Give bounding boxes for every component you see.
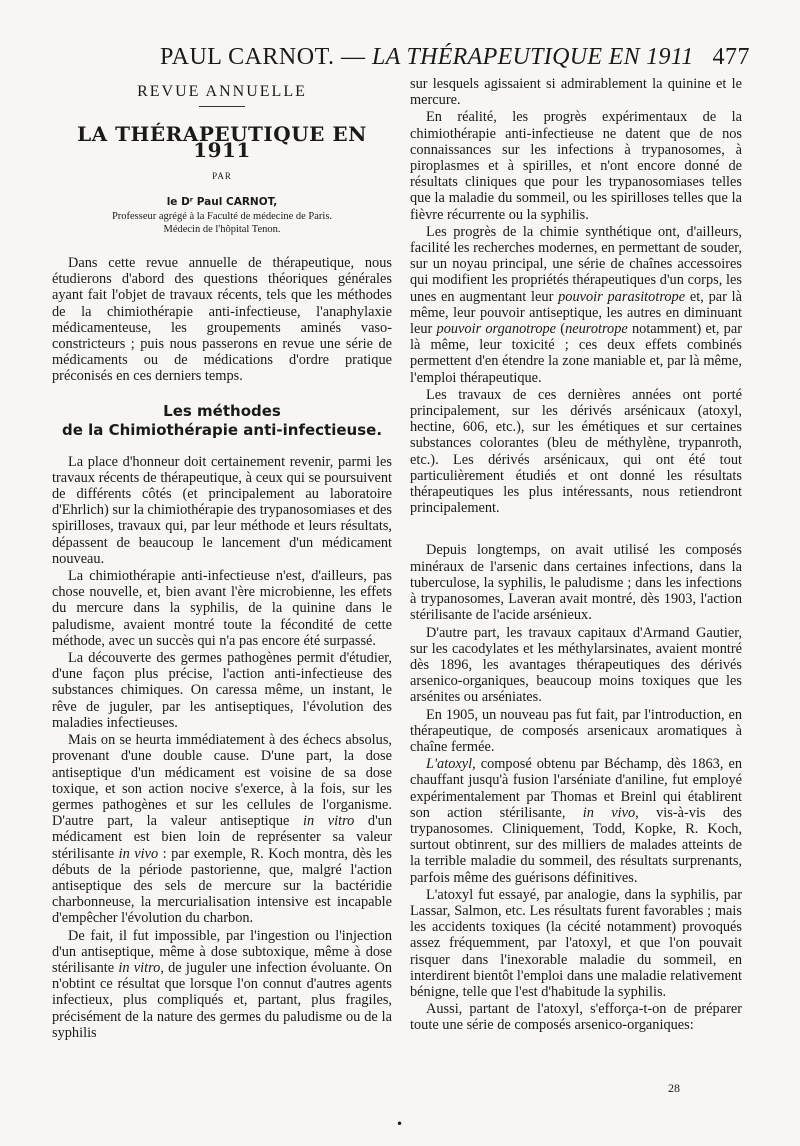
text-run: ( bbox=[556, 321, 566, 338]
affiliation-2: Médecin de l'hôpital Tenon. bbox=[163, 224, 281, 236]
text-run: Aussi, partant de l'atoxyl, s'efforça-t-on de préparer toute une série de composés arsenico-organiques: bbox=[410, 1001, 742, 1034]
right-bottom-block bbox=[410, 542, 742, 1033]
paragraph bbox=[52, 255, 392, 385]
text-run: Les progrès de la chimie synthétique ont, d'ailleurs, facilité les recherches modernes, en permettant de souder, sur un noyau principal, une série de chaînes accessoires qui modifient les propriétés thérapeutiques d'un corps, les unes en augmentant leur bbox=[410, 223, 742, 305]
article-title: LA THÉRAPEUTIQUE EN 1911 bbox=[77, 122, 367, 163]
italic-text: in vitro bbox=[302, 813, 355, 830]
italic-text: neurotrope bbox=[565, 321, 628, 338]
text-run: d'un médicament est bien loin de représenter sa valeur stérilisante bbox=[52, 813, 392, 862]
running-title-italic: LA THÉRAPEUTIQUE EN bbox=[371, 44, 640, 70]
running-head bbox=[160, 44, 750, 72]
left-column bbox=[52, 76, 392, 1041]
title-rule bbox=[199, 106, 245, 107]
affiliation-1: Professeur agrégé à la Faculté de médecine de Paris. bbox=[111, 211, 333, 223]
text-run: D'autre part, les travaux capitaux d'Armand Gautier, sur les cacodylates et les méthylarsinates, avaient montré dès 1896, les avantages thérapeutiques des dérivés arsenico-organiques, beaucoup moins toxiques que les arsénites ou arséniates. bbox=[410, 624, 742, 706]
paragraph bbox=[410, 109, 742, 222]
paragraph bbox=[410, 1001, 742, 1033]
italic-text: L'atoxyl bbox=[426, 756, 473, 773]
paragraph bbox=[52, 650, 392, 731]
italic-text: pouvoir organotrope bbox=[436, 321, 557, 338]
italic-text: in vivo bbox=[118, 845, 159, 862]
text-run: En 1905, un nouveau pas fut fait, par l'introduction, en thérapeutique, de composés arsenicaux aromatiques à chaîne fermée. bbox=[410, 706, 742, 755]
text-run: La chimiothérapie anti-infectieuse n'est, d'ailleurs, pas chose nouvelle, et, bien avant l'ère microbienne, les effets du mercure dans la syphilis, de la quinine dans le paludisme, avaient montré toute la fécondité de cette méthode, avec un succès qui n'a pas encore été surpassé. bbox=[52, 568, 392, 649]
bottom-mark: • bbox=[396, 1117, 404, 1131]
running-title bbox=[160, 44, 694, 71]
section-heading-line-1: Les méthodes bbox=[163, 401, 281, 420]
section-heading bbox=[52, 402, 392, 440]
page-number: 477 bbox=[712, 44, 750, 70]
right-top-block bbox=[410, 76, 742, 516]
text-run: Les travaux de ces dernières années ont porté principalement, sur les dérivés arsénicaux (atoxyl, hectine, 606, etc.), sur les émétiques et sur certaines substances colorantes (bleu de méthylène, trypanroth, etc.). Les dérivés arsénicaux, qui ont été tout particulièrement étudiés et ont donné les résultats thérapeutiques les plus intéressants, nous retiendront principalement. bbox=[410, 386, 742, 517]
text-run: notamment) et, par là même, leur toxicité ; ces deux effets combinés permettent d'en étendre la zone maniable et, par là même, l'emploi thérapeutique. bbox=[410, 321, 742, 386]
italic-text: in vivo bbox=[582, 804, 636, 821]
text-run: Depuis longtemps, on avait utilisé les composés minéraux de l'arsenic dans certaines infections, dans la tuberculose, la syphilis, le paludisme ; dans les infections à trypanosomes, Laveran avait montré, dès 1903, l'action stérilisante de l'acide arsénieux. bbox=[410, 542, 742, 624]
intro-block bbox=[52, 255, 392, 385]
text-run: Dans cette revue annuelle de thérapeutique, nous étudierons d'abord des questions théoriques générales ayant fait l'objet de travaux récents, tels que les méthodes de la chimiothérapie anti-infectieuse, l'anaphylaxie médicamenteuse, les groupements aminés vaso-constricteurs ; puis nous passerons en revue une série de médicaments ou de médications d'ordre pratique préconisés en ces derniers temps. bbox=[52, 255, 392, 385]
author-line: le Dʳ Paul CARNOT, bbox=[166, 195, 278, 208]
left-body bbox=[52, 454, 392, 1041]
paragraph bbox=[410, 625, 742, 706]
paragraph bbox=[410, 542, 742, 623]
text-run: sur lesquels agissaient si admirablement la quinine et le mercure. bbox=[410, 76, 742, 109]
text-run: Mais on se heurta immédiatement à des échecs absolus, provenant d'une double cause. D'une part, la dose antiseptique d'un médicament est voisine de sa dose toxique, et son action nocive s'exerce, à la fois, sur les germes pathogènes et sur les cellules de l'organisme. D'autre part, la valeur antiseptique bbox=[52, 732, 392, 830]
text-run: et, par là même, leur pouvoir antiseptique, les autres en diminuant leur bbox=[410, 288, 743, 338]
paragraph bbox=[410, 387, 742, 517]
text-run: En réalité, les progrès expérimentaux de la chimiothérapie anti-infectieuse ne datent que de nos connaissances sur les infections à trypanosomes, à piroplasmes et à spirilles, et n'ont encore donné de résultats cliniques que pour les trypanosomiases telles que la maladie du sommeil, ou les spirilloses telles que la fièvre récurrente ou la syphilis. bbox=[410, 109, 742, 223]
running-dash: — bbox=[334, 44, 372, 70]
paragraph bbox=[52, 454, 392, 567]
text-run: De fait, il fut impossible, par l'ingestion ou l'injection d'un antiseptique, même à dose subtoxique, même à dose stérilisante bbox=[52, 927, 392, 976]
text-run: : par exemple, R. Koch montra, dès les débuts de la période pastorienne, que, malgré l'action antiseptique des sels de mercure sur la bactéridie charbonneuse, la mercurialisation intensive est incapable d'empêcher l'évolution du charbon. bbox=[52, 845, 392, 927]
running-author: PAUL CARNOT. bbox=[160, 44, 335, 70]
text-run: La découverte des germes pathogènes permit d'étudier, d'une façon plus précise, l'action anti-infectieuse des substances chimiques. On caressa même, un instant, le rêve de juguler, par les antiseptiques, l'évolution des maladies infectieuses. bbox=[52, 650, 392, 731]
italic-text: in vitro bbox=[118, 959, 161, 976]
section-heading-line-2: de la Chimiothérapie anti-infectieuse. bbox=[61, 420, 383, 439]
text-run: , composé obtenu par Béchamp, dès 1863, en chauffant jusqu'à fusion l'arséniate d'aniline, fut employé expérimentalement par Thomas et Breinl qui établirent son action stérilisante, bbox=[410, 756, 742, 821]
paragraph bbox=[410, 756, 742, 886]
right-column bbox=[410, 76, 742, 1034]
paragraph bbox=[52, 568, 392, 649]
paragraph bbox=[52, 928, 392, 1041]
running-year: 1911 bbox=[639, 44, 694, 70]
kicker: REVUE ANNUELLE bbox=[137, 83, 307, 100]
paragraph bbox=[52, 732, 392, 926]
by-line: PAR bbox=[212, 170, 232, 181]
paragraph bbox=[410, 887, 742, 1000]
text-run: , vis-à-vis des trypanosomes. Cliniquement, Todd, Kopke, R. Koch, surtout obtinrent, sur des milliers de malades atteints de la terrible maladie du sommeil, des résultats surprenants, parfois même des guérisons définitives. bbox=[410, 804, 742, 886]
paragraph bbox=[410, 224, 742, 386]
text-run: L'atoxyl fut essayé, par analogie, dans la syphilis, par Lassar, Salmon, etc. Les résultats furent favorables ; mais les accidents toxiques (la cécité notamment) provoqués assez fréquemment, par l'atoxyl, et que l'on pouvait risquer dans l'inexorable maladie du sommeil, en interdirent bientôt l'emploi dans une maladie relativement bénigne, telle que l'est d'habitude la syphilis. bbox=[410, 886, 742, 1000]
italic-text: pouvoir parasitotrope bbox=[558, 288, 686, 305]
signature-mark: 28 bbox=[668, 1081, 680, 1095]
text-run: La place d'honneur doit certainement revenir, parmi les travaux récents de thérapeutique, à ceux qui se poursuivent de différents côtés (et principalement au laboratoire d'Ehrlich) sur la chimiothérapie des trypanosomiases et des spirilloses, travaux qui, par leur méthode et leurs résultats, dépassent de beaucoup le lancement d'un médicament nouveau. bbox=[52, 453, 392, 567]
column-gap bbox=[410, 516, 742, 542]
text-run: , de juguler une infection évoluante. On n'obtint ce résultat que lorsque l'on connut d'autres agents infectieux, plus compliqués et, partant, plus fragiles, précisément de la nature des germes du paludisme ou de la syphilis bbox=[52, 959, 392, 1041]
paragraph bbox=[410, 76, 742, 108]
paragraph bbox=[410, 707, 742, 756]
